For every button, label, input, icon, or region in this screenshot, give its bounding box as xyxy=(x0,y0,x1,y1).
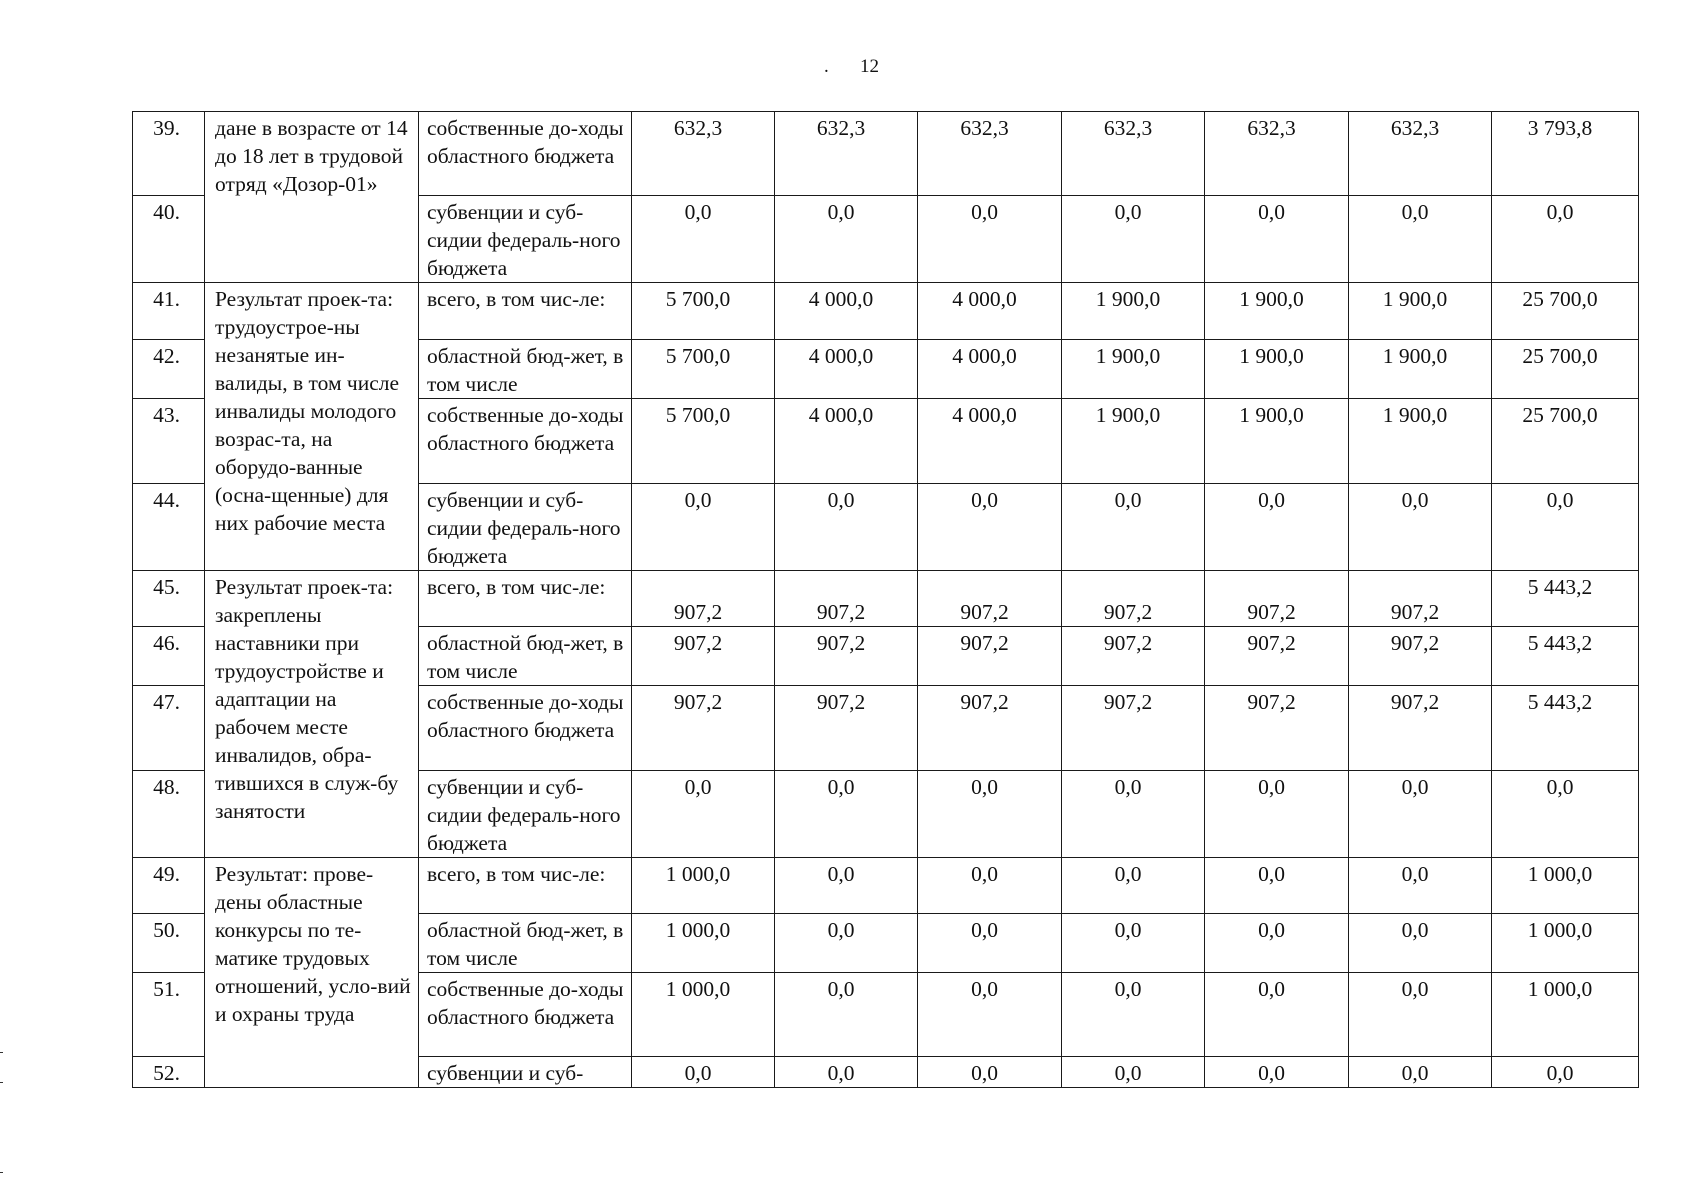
funding-source: всего, в том чис-ле: xyxy=(419,283,632,340)
year-value: 4 000,0 xyxy=(918,340,1062,399)
row-number: 49. xyxy=(133,858,205,914)
year-value: 1 900,0 xyxy=(1205,399,1349,484)
row-number: 40. xyxy=(133,196,205,283)
year-value: 0,0 xyxy=(1062,858,1205,914)
year-value: 4 000,0 xyxy=(775,283,918,340)
year-value: 907,2 xyxy=(1062,627,1205,686)
year-value: 1 900,0 xyxy=(1349,399,1492,484)
row-number: 46. xyxy=(133,627,205,686)
funding-source: областной бюд-жет, в том числе xyxy=(419,914,632,973)
year-value: 907,2 xyxy=(1062,571,1205,627)
year-value: 0,0 xyxy=(1205,973,1349,1057)
funding-source: субвенции и суб-сидии федераль-ного бюджета xyxy=(419,771,632,858)
year-value: 632,3 xyxy=(918,112,1062,196)
year-value: 0,0 xyxy=(1205,914,1349,973)
result-description: Результат проек-та: закреплены наставники при трудоустройстве и адаптации на рабочем месте инвалидов, обра-тившихся в служ-бу занятости xyxy=(205,571,419,858)
year-value: 1 000,0 xyxy=(632,973,775,1057)
total-value: 1 000,0 xyxy=(1492,914,1639,973)
year-value: 0,0 xyxy=(1349,858,1492,914)
year-value: 907,2 xyxy=(1349,627,1492,686)
year-value: 632,3 xyxy=(632,112,775,196)
year-value: 0,0 xyxy=(775,1057,918,1088)
row-number: 45. xyxy=(133,571,205,627)
row-number: 52. xyxy=(133,1057,205,1088)
margin-mark xyxy=(0,1172,3,1173)
total-value: 5 443,2 xyxy=(1492,571,1639,627)
year-value: 907,2 xyxy=(1349,571,1492,627)
year-value: 0,0 xyxy=(775,858,918,914)
row-number: 48. xyxy=(133,771,205,858)
year-value: 1 000,0 xyxy=(632,858,775,914)
table-row xyxy=(133,112,1639,196)
year-value: 0,0 xyxy=(1062,973,1205,1057)
year-value: 907,2 xyxy=(1205,627,1349,686)
row-number: 44. xyxy=(133,484,205,571)
year-value: 5 700,0 xyxy=(632,399,775,484)
year-value: 1 900,0 xyxy=(1062,283,1205,340)
total-value: 5 443,2 xyxy=(1492,627,1639,686)
page-number: 12 xyxy=(860,56,879,77)
year-value: 1 900,0 xyxy=(1205,340,1349,399)
year-value: 1 900,0 xyxy=(1349,340,1492,399)
year-value: 632,3 xyxy=(1349,112,1492,196)
funding-source: собственные до-ходы областного бюджета xyxy=(419,686,632,771)
year-value: 0,0 xyxy=(1349,973,1492,1057)
year-value: 0,0 xyxy=(1062,196,1205,283)
year-value: 0,0 xyxy=(1062,1057,1205,1088)
year-value: 0,0 xyxy=(632,484,775,571)
year-value: 0,0 xyxy=(1205,484,1349,571)
year-value: 0,0 xyxy=(775,196,918,283)
year-value: 1 900,0 xyxy=(1062,340,1205,399)
year-value: 907,2 xyxy=(1349,686,1492,771)
year-value: 907,2 xyxy=(918,571,1062,627)
year-value: 907,2 xyxy=(1205,686,1349,771)
total-value: 25 700,0 xyxy=(1492,340,1639,399)
year-value: 907,2 xyxy=(632,686,775,771)
funding-source: собственные до-ходы областного бюджета xyxy=(419,399,632,484)
year-value: 0,0 xyxy=(775,484,918,571)
funding-source: субвенции и суб- xyxy=(419,1057,632,1088)
year-value: 0,0 xyxy=(775,914,918,973)
year-value: 0,0 xyxy=(918,973,1062,1057)
year-value: 907,2 xyxy=(775,627,918,686)
row-number: 50. xyxy=(133,914,205,973)
table-row xyxy=(133,858,1639,914)
funding-source: всего, в том чис-ле: xyxy=(419,571,632,627)
year-value: 4 000,0 xyxy=(918,283,1062,340)
year-value: 0,0 xyxy=(1062,914,1205,973)
year-value: 0,0 xyxy=(1349,196,1492,283)
year-value: 0,0 xyxy=(632,771,775,858)
margin-mark xyxy=(0,1082,3,1083)
year-value: 0,0 xyxy=(632,196,775,283)
result-description: Результат: прове-дены областные конкурсы по те-матике трудовых отношений, усло-вий и охраны труда xyxy=(205,858,419,1088)
table-row xyxy=(133,571,1639,627)
page-dot: . xyxy=(824,56,829,77)
funding-source: областной бюд-жет, в том числе xyxy=(419,340,632,399)
row-number: 47. xyxy=(133,686,205,771)
funding-source: собственные до-ходы областного бюджета xyxy=(419,112,632,196)
year-value: 0,0 xyxy=(1205,858,1349,914)
funding-source: субвенции и суб-сидии федераль-ного бюджета xyxy=(419,196,632,283)
funding-source: субвенции и суб-сидии федераль-ного бюджета xyxy=(419,484,632,571)
year-value: 4 000,0 xyxy=(775,340,918,399)
funding-source: областной бюд-жет, в том числе xyxy=(419,627,632,686)
year-value: 0,0 xyxy=(1062,484,1205,571)
year-value: 907,2 xyxy=(918,627,1062,686)
year-value: 632,3 xyxy=(1205,112,1349,196)
year-value: 0,0 xyxy=(918,914,1062,973)
total-value: 0,0 xyxy=(1492,1057,1639,1088)
year-value: 0,0 xyxy=(1349,914,1492,973)
year-value: 0,0 xyxy=(918,771,1062,858)
year-value: 907,2 xyxy=(1205,571,1349,627)
total-value: 1 000,0 xyxy=(1492,973,1639,1057)
row-number: 43. xyxy=(133,399,205,484)
total-value: 5 443,2 xyxy=(1492,686,1639,771)
year-value: 0,0 xyxy=(918,484,1062,571)
total-value: 1 000,0 xyxy=(1492,858,1639,914)
year-value: 0,0 xyxy=(918,858,1062,914)
year-value: 4 000,0 xyxy=(918,399,1062,484)
year-value: 0,0 xyxy=(1349,771,1492,858)
year-value: 632,3 xyxy=(1062,112,1205,196)
total-value: 25 700,0 xyxy=(1492,399,1639,484)
year-value: 0,0 xyxy=(1349,1057,1492,1088)
margin-mark xyxy=(0,1052,3,1053)
year-value: 907,2 xyxy=(775,571,918,627)
total-value: 0,0 xyxy=(1492,484,1639,571)
row-number: 39. xyxy=(133,112,205,196)
year-value: 1 900,0 xyxy=(1205,283,1349,340)
year-value: 0,0 xyxy=(1205,196,1349,283)
row-number: 42. xyxy=(133,340,205,399)
result-description: дане в возрасте от 14 до 18 лет в трудовой отряд «Дозор-01» xyxy=(205,112,419,283)
year-value: 0,0 xyxy=(918,196,1062,283)
total-value: 0,0 xyxy=(1492,771,1639,858)
year-value: 907,2 xyxy=(918,686,1062,771)
year-value: 0,0 xyxy=(918,1057,1062,1088)
year-value: 0,0 xyxy=(1349,484,1492,571)
year-value: 1 000,0 xyxy=(632,914,775,973)
result-description: Результат проек-та: трудоустрое-ны незанятые ин-валиды, в том числе инвалиды молодого возрас-та, на оборудо-ванные (осна-щенные) для них рабочие места xyxy=(205,283,419,571)
table-body xyxy=(133,112,1639,1088)
year-value: 0,0 xyxy=(1205,771,1349,858)
year-value: 5 700,0 xyxy=(632,340,775,399)
year-value: 0,0 xyxy=(775,973,918,1057)
total-value: 3 793,8 xyxy=(1492,112,1639,196)
funding-source: собственные до-ходы областного бюджета xyxy=(419,973,632,1057)
year-value: 1 900,0 xyxy=(1349,283,1492,340)
year-value: 907,2 xyxy=(632,627,775,686)
funding-source: всего, в том чис-ле: xyxy=(419,858,632,914)
total-value: 25 700,0 xyxy=(1492,283,1639,340)
year-value: 0,0 xyxy=(1205,1057,1349,1088)
budget-table xyxy=(132,111,1639,1088)
year-value: 5 700,0 xyxy=(632,283,775,340)
year-value: 1 900,0 xyxy=(1062,399,1205,484)
row-number: 41. xyxy=(133,283,205,340)
year-value: 632,3 xyxy=(775,112,918,196)
year-value: 0,0 xyxy=(632,1057,775,1088)
row-number: 51. xyxy=(133,973,205,1057)
year-value: 907,2 xyxy=(1062,686,1205,771)
year-value: 0,0 xyxy=(1062,771,1205,858)
table-row xyxy=(133,283,1639,340)
year-value: 0,0 xyxy=(775,771,918,858)
total-value: 0,0 xyxy=(1492,196,1639,283)
year-value: 4 000,0 xyxy=(775,399,918,484)
year-value: 907,2 xyxy=(775,686,918,771)
year-value: 907,2 xyxy=(632,571,775,627)
